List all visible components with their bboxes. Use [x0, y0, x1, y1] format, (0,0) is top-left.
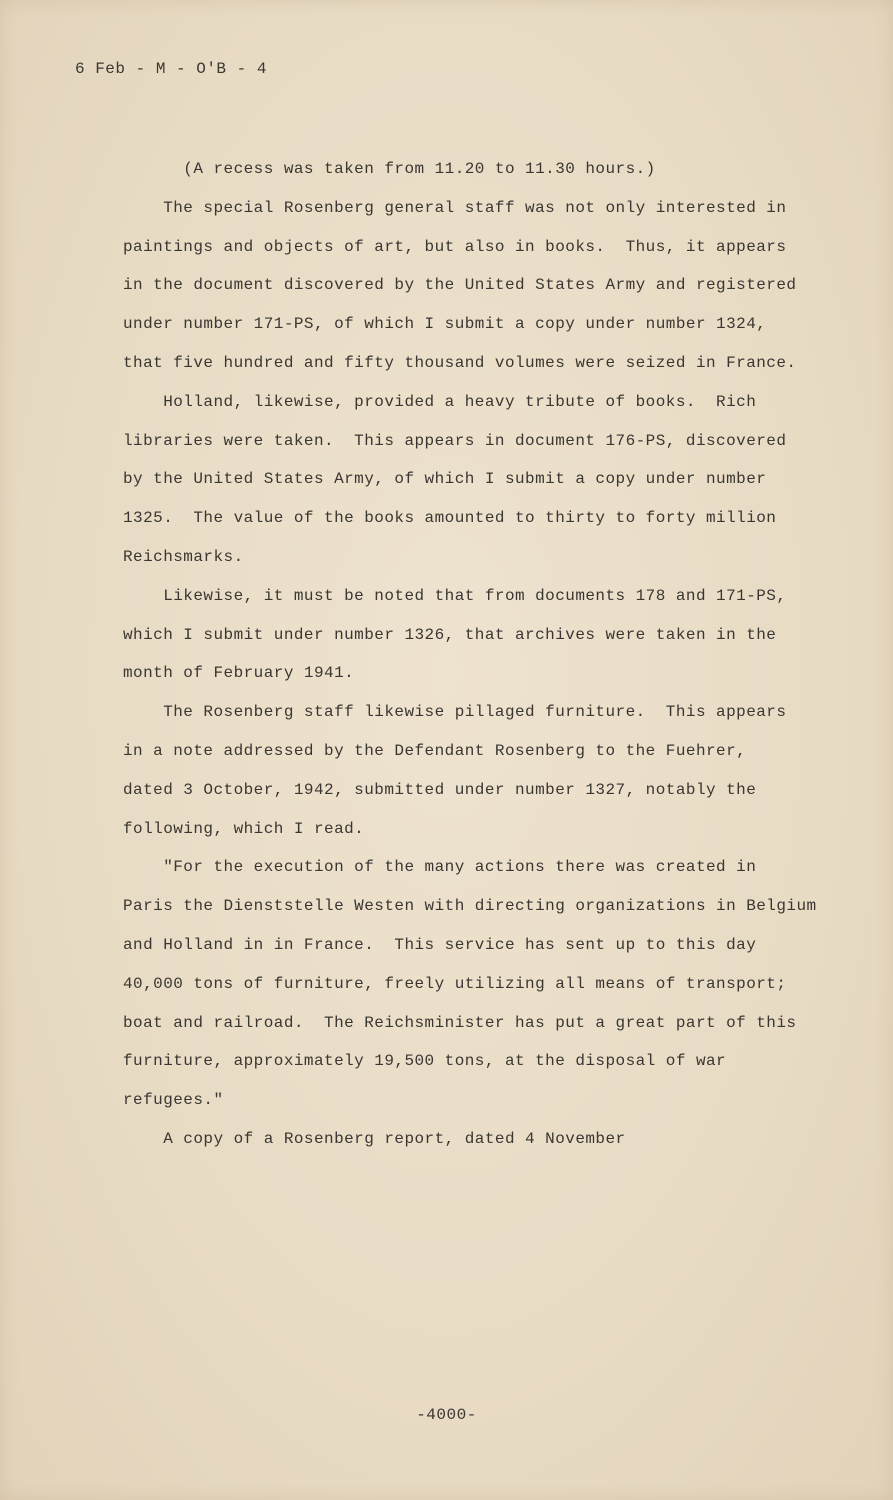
- transcript-body: [123, 150, 817, 1159]
- text-line: that five hundred and fifty thousand volumes were seized in France.: [123, 353, 797, 372]
- text-line: under number 171-PS, of which I submit a copy under number 1324,: [123, 315, 767, 334]
- text-line: "For the execution of the many actions there was created in: [123, 858, 757, 877]
- text-line: 40,000 tons of furniture, freely utilizing all means of transport;: [123, 974, 787, 993]
- text-line: and Holland in in France. This service has sent up to this day: [123, 935, 757, 954]
- text-line: Reichsmarks.: [123, 547, 244, 566]
- text-line: The Rosenberg staff likewise pillaged furniture. This appears: [123, 703, 787, 722]
- text-line: libraries were taken. This appears in document 176-PS, discovered: [123, 431, 787, 450]
- text-line: in the document discovered by the United States Army and registered: [123, 276, 797, 295]
- text-line: by the United States Army, of which I submit a copy under number: [123, 470, 767, 489]
- text-line: boat and railroad. The Reichsminister has put a great part of this: [123, 1013, 797, 1032]
- text-line: month of February 1941.: [123, 664, 355, 683]
- document-reference-header: 6 Feb - M - O'B - 4: [75, 60, 267, 78]
- text-line: The special Rosenberg general staff was not only interested in: [123, 198, 787, 217]
- text-line: which I submit under number 1326, that archives were taken in the: [123, 625, 777, 644]
- text-line: dated 3 October, 1942, submitted under number 1327, notably the: [123, 780, 757, 799]
- text-line: Holland, likewise, provided a heavy tribute of books. Rich: [123, 392, 757, 411]
- page-number: -4000-: [416, 1406, 477, 1424]
- text-line: (A recess was taken from 11.20 to 11.30 hours.): [123, 160, 656, 178]
- text-line: following, which I read.: [123, 819, 365, 838]
- text-line: Paris the Dienststelle Westen with directing organizations in Belgium: [123, 897, 817, 916]
- text-line: furniture, approximately 19,500 tons, at the disposal of war: [123, 1052, 727, 1071]
- text-line: A copy of a Rosenberg report, dated 4 November: [123, 1129, 626, 1148]
- text-line: refugees.": [123, 1091, 224, 1110]
- text-line: 1325. The value of the books amounted to thirty to forty million: [123, 509, 777, 528]
- text-line: paintings and objects of art, but also in books. Thus, it appears: [123, 237, 787, 256]
- text-line: in a note addressed by the Defendant Rosenberg to the Fuehrer,: [123, 741, 747, 760]
- text-line: Likewise, it must be noted that from documents 178 and 171-PS,: [123, 586, 787, 605]
